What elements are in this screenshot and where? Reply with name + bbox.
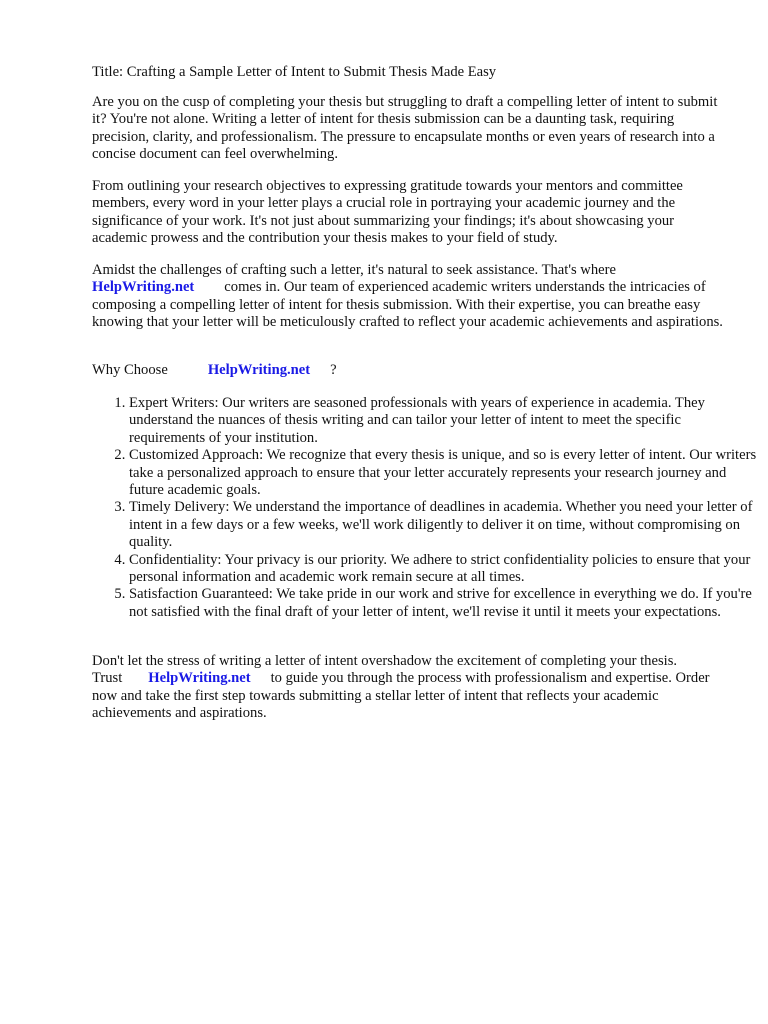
helpwriting-link[interactable]: HelpWriting.net <box>148 670 251 687</box>
list-item: 2. Customized Approach: We recognize that every thesis is unique, and so is every letter of intent. Our writers take a personalized approach to ensure that your letter accurately represents your research journey and future academic goals. <box>129 447 759 499</box>
closing-paragraph <box>92 653 732 723</box>
closing-text-before: Don't let the stress of writing a letter of intent overshadow the excitement of completing your thesis. Trust <box>92 653 678 687</box>
assistance-text-before: Amidst the challenges of crafting such a letter, it's natural to seek assistance. That's where <box>92 262 616 278</box>
intro-paragraph: Are you on the cusp of completing your thesis but struggling to draft a compelling letter of intent to submit it? You're not alone. Writing a letter of intent for thesis submission can be a daunting task, requiring precision, clarity, and professionalism. The pressure to encapsulate months or even years of research into a concise document can feel overwhelming. <box>92 94 718 163</box>
why-choose-suffix: ? <box>330 362 337 378</box>
helpwriting-link[interactable]: HelpWriting.net <box>92 279 195 296</box>
why-choose-heading <box>92 362 337 379</box>
helpwriting-link[interactable]: HelpWriting.net <box>207 362 311 378</box>
reasons-list <box>92 395 759 621</box>
context-paragraph: From outlining your research objectives to expressing gratitude towards your mentors and committee members, every word in your letter plays a crucial role in portraying your academic journey and the significance of your work. It's not just about summarizing your findings; it's about showcasing your academic prowess and the contribution your thesis makes to your field of study. <box>92 178 683 247</box>
list-item: 3. Timely Delivery: We understand the importance of deadlines in academia. Whether you need your letter of intent in a few days or a few weeks, we'll work diligently to deliver it on time, without compromising on quality. <box>129 499 759 551</box>
list-item: 5. Satisfaction Guaranteed: We take pride in our work and strive for excellence in everything we do. If you're not satisfied with the final draft of your letter of intent, we'll revise it until it meets your expectations. <box>129 586 759 621</box>
assistance-text-after: comes in. Our team of experienced academic writers understands the intricacies of composing a compelling letter of intent for thesis submission. With their expertise, you can breathe easy knowing that your letter will be meticulously crafted to reflect your academic achievements and aspirations. <box>92 279 723 331</box>
closing-text-after: to guide you through the process with professionalism and expertise. Order now and take the first step towards submitting a stellar letter of intent that reflects your academic achievements and aspirations. <box>92 670 710 722</box>
document-title: Title: Crafting a Sample Letter of Intent to Submit Thesis Made Easy <box>92 64 497 80</box>
list-item: 1. Expert Writers: Our writers are seasoned professionals with years of experience in academia. They understand the nuances of thesis writing and can tailor your letter of intent to meet the specific requirements of your institution. <box>129 395 759 447</box>
why-choose-prefix: Why Choose <box>92 362 168 378</box>
list-item: 4. Confidentiality: Your privacy is our priority. We adhere to strict confidentiality policies to ensure that your personal information and academic work remain secure at all times. <box>129 552 759 587</box>
assistance-paragraph <box>92 262 732 332</box>
